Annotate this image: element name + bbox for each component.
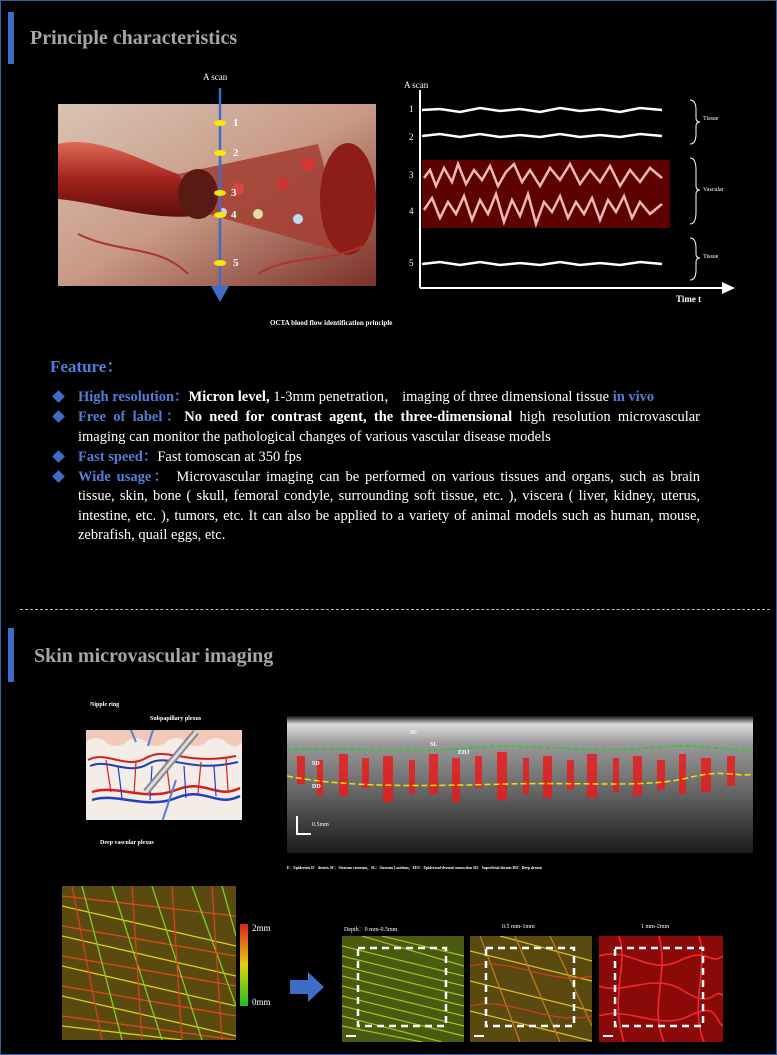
depth-panel-middle <box>470 936 592 1042</box>
depth-scale-bar <box>240 924 248 1006</box>
depth-panel-deep <box>599 936 723 1042</box>
a-scan-signal-chart <box>400 90 740 306</box>
diamond-bullet-icon <box>52 450 65 463</box>
point-3-label: 3 <box>231 187 237 199</box>
tissue-bottom-label: Tissue <box>703 254 719 260</box>
oct-label-sl: SL <box>430 742 438 748</box>
oct-label-dd: DD <box>312 784 321 790</box>
nipple-ring-label: Nipple ring <box>90 702 120 708</box>
depth-scale-min: 0mm <box>252 997 271 1007</box>
diamond-bullet-icon <box>52 410 65 423</box>
depth-panel-shallow <box>342 936 464 1042</box>
depth-panel-label-1: Depth：0 mm-0.5mm <box>344 927 398 933</box>
signal-5-label: 5 <box>409 258 414 268</box>
depth-color-map <box>62 886 236 1040</box>
subpapillary-label: Subpapillary plexus <box>150 716 202 722</box>
diamond-bullet-icon <box>52 470 65 483</box>
signal-4-label: 4 <box>409 206 414 216</box>
point-5-label: 5 <box>233 257 239 269</box>
oct-legend: E：Epidermis D：dermis SC：Stratum corneum，SL：Stratum Lucidum，EDJ：Epidermal-dermal connection SD：Superficial dermis DD：Deep dermis <box>287 866 543 870</box>
feature-item: Wide usage： Microvascular imaging can be performed on various tissues and organs, such as brain tissue, skin, bone ( skull, femoral condyle, surrounding soft tissue, etc. ), viscera ( liver, kidney, uterus, intestine, etc. ), tumors, etc. It can also be applied to a variety of animal models such as human, mouse, zebrafish, quail eggs, etc. <box>54 468 700 545</box>
point-4-label: 4 <box>231 209 237 221</box>
signal-2-label: 2 <box>409 132 414 142</box>
feature-item: Fast speed：Fast tomoscan at 350 fps <box>54 448 700 467</box>
a-scan-label-right: A scan <box>404 80 429 90</box>
feature-heading: Feature： <box>50 357 124 376</box>
oct-cross-section <box>287 716 753 853</box>
depth-panel-label-3: 1 mm-2mm <box>641 924 670 930</box>
feature-item: High resolution：Micron level, 1-3mm penetration， imaging of three dimensional tissue in vivo <box>54 388 700 407</box>
section-accent-bar <box>8 628 14 682</box>
point-1-label: 1 <box>233 117 239 129</box>
depth-scale-max: 2mm <box>252 923 271 933</box>
oct-label-edj: EDJ <box>458 750 470 756</box>
oct-scale-label: 0.5mm <box>312 822 329 828</box>
vascular-label: Vascular <box>703 187 724 193</box>
oct-label-sc: SC <box>410 730 418 736</box>
section-title-skin: Skin microvascular imaging <box>34 645 274 667</box>
feature-list <box>54 388 700 546</box>
right-arrow-icon <box>290 972 324 1002</box>
diamond-bullet-icon <box>52 390 65 403</box>
tissue-top-label: Tissue <box>703 116 719 122</box>
signal-1-label: 1 <box>409 104 414 114</box>
deep-plexus-label: Deep vascular plexus <box>100 840 154 846</box>
figure1-caption: OCTA blood flow identification principle <box>270 319 393 327</box>
signal-3-label: 3 <box>409 170 414 180</box>
skin-diagram <box>86 730 242 820</box>
section-title-principle: Principle characteristics <box>30 27 238 49</box>
depth-panel-label-2: 0.5 mm-1mm <box>502 924 535 930</box>
section-divider <box>20 609 770 610</box>
oct-label-sd: SD <box>312 761 320 767</box>
feature-item: Free of label：No need for contrast agent, the three-dimensional high resolution microvascular imaging can monitor the pathological changes of various vascular disease models <box>54 408 700 447</box>
time-axis-label: Time t <box>676 294 702 304</box>
point-2-label: 2 <box>233 147 239 159</box>
section-accent-bar <box>8 12 14 64</box>
a-scan-label-left: A scan <box>203 72 228 82</box>
